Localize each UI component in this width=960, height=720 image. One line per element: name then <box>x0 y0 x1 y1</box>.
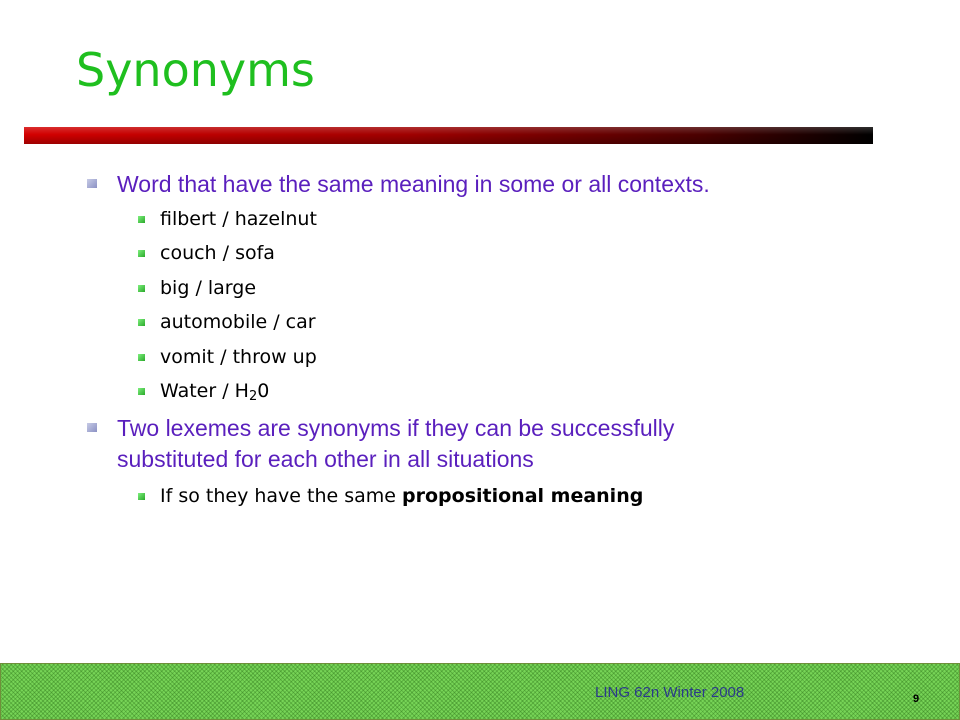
bullet-definition <box>117 169 817 200</box>
page-number: 9 <box>913 693 920 705</box>
square-bullet-icon <box>138 493 145 500</box>
square-bullet-icon <box>138 319 145 326</box>
square-bullet-icon <box>138 216 145 223</box>
bullet-text-line-2: substituted for each other in all situations <box>117 446 534 472</box>
square-bullet-icon <box>138 285 145 292</box>
sub-bullet-vomit-throw-up <box>160 345 860 369</box>
square-bullet-icon <box>138 388 145 395</box>
sub-bullet-water-h2o <box>160 379 860 409</box>
sub-bullet-automobile-car <box>160 310 860 334</box>
slide-footer <box>0 663 960 720</box>
sub-bullet-text: filbert / hazelnut <box>160 208 317 230</box>
sub-bullet-filbert-hazelnut <box>160 207 860 231</box>
sub-bullet-text: If so they have the same <box>160 485 403 507</box>
sub-bullet-couch-sofa <box>160 241 860 265</box>
footer-course-label: LING 62n Winter 2008 <box>595 684 745 701</box>
bold-term: propositional meaning <box>402 485 644 507</box>
sub-bullet-text-suffix: 0 <box>257 380 270 402</box>
sub-bullet-propositional-meaning <box>160 484 860 508</box>
square-bullet-icon <box>138 250 145 257</box>
square-bullet-icon <box>87 423 97 432</box>
bullet-text-line-1: Two lexemes are synonyms if they can be successfully <box>117 415 675 441</box>
bullet-substitution-criterion <box>117 413 817 475</box>
sub-bullet-text: big / large <box>160 277 257 299</box>
square-bullet-icon <box>87 179 97 188</box>
square-bullet-icon <box>138 354 145 361</box>
bullet-text: Word that have the same meaning in some or all contexts. <box>117 171 710 197</box>
subscript-two: 2 <box>248 389 258 404</box>
sub-bullet-text: couch / sofa <box>160 242 275 264</box>
sub-bullet-text: vomit / throw up <box>160 346 317 368</box>
sub-bullet-text-prefix: Water / H <box>160 380 249 402</box>
sub-bullet-big-large <box>160 276 860 300</box>
slide-title: Synonyms <box>76 43 315 97</box>
sub-bullet-text: automobile / car <box>160 311 316 333</box>
